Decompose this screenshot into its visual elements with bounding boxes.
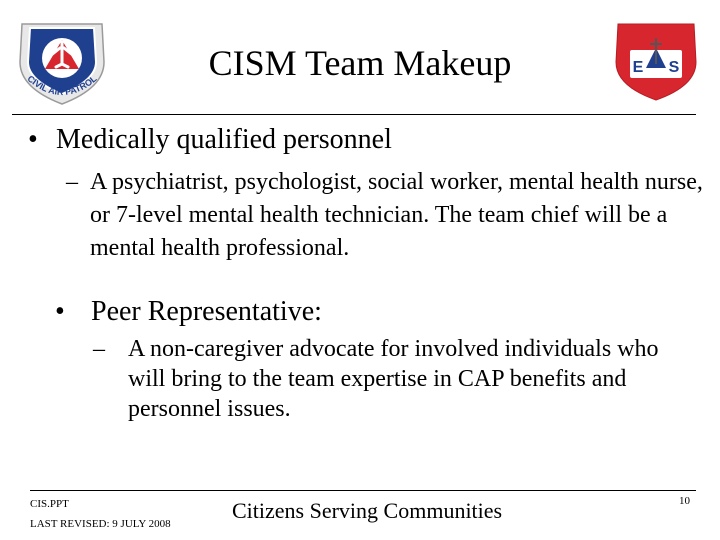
- emergency-services-logo: [612, 18, 700, 104]
- footer-revised-date: LAST REVISED: 9 JULY 2008: [30, 518, 171, 530]
- bullet-text: Peer Representative:: [91, 296, 322, 327]
- footer-divider: [30, 490, 696, 491]
- bullet-medically-qualified: [28, 120, 392, 160]
- sub-bullet-text: A psychiatrist, psychologist, social worker, mental health nurse, or 7-level mental health technician. The team chief will be a mental health professional.: [90, 169, 703, 261]
- sub-bullet-medical-roles: [66, 166, 706, 265]
- civil-air-patrol-logo: [14, 18, 110, 108]
- sub-bullet-marker: –: [66, 169, 78, 195]
- civil-air-patrol-emblem-icon: [14, 18, 110, 108]
- sub-bullet-text: A non-caregiver advocate for involved individuals who will bring to the team expertise in CAP benefits and personnel issues.: [128, 336, 659, 422]
- title-divider: [12, 114, 696, 115]
- svg-text:S: S: [668, 59, 680, 76]
- slide-title: CISM Team Makeup: [208, 43, 512, 83]
- svg-text:E: E: [632, 59, 644, 76]
- bullet-text: Medically qualified personnel: [56, 124, 392, 155]
- bullet-marker: •: [55, 296, 65, 327]
- bullet-marker: •: [28, 124, 38, 155]
- footer-file-info: [30, 494, 171, 534]
- emergency-services-emblem-icon: [612, 18, 700, 104]
- page-number: 10: [679, 495, 690, 507]
- footer-tagline: Citizens Serving Communities: [232, 498, 503, 523]
- sub-bullet-marker: –: [93, 336, 105, 362]
- sub-bullet-peer-role: [93, 334, 693, 424]
- svg-text:CIVIL AIR PATROL: CIVIL AIR PATROL: [25, 73, 99, 98]
- bullet-peer-representative: [55, 292, 322, 332]
- footer-file-name: CIS.PPT: [30, 498, 69, 510]
